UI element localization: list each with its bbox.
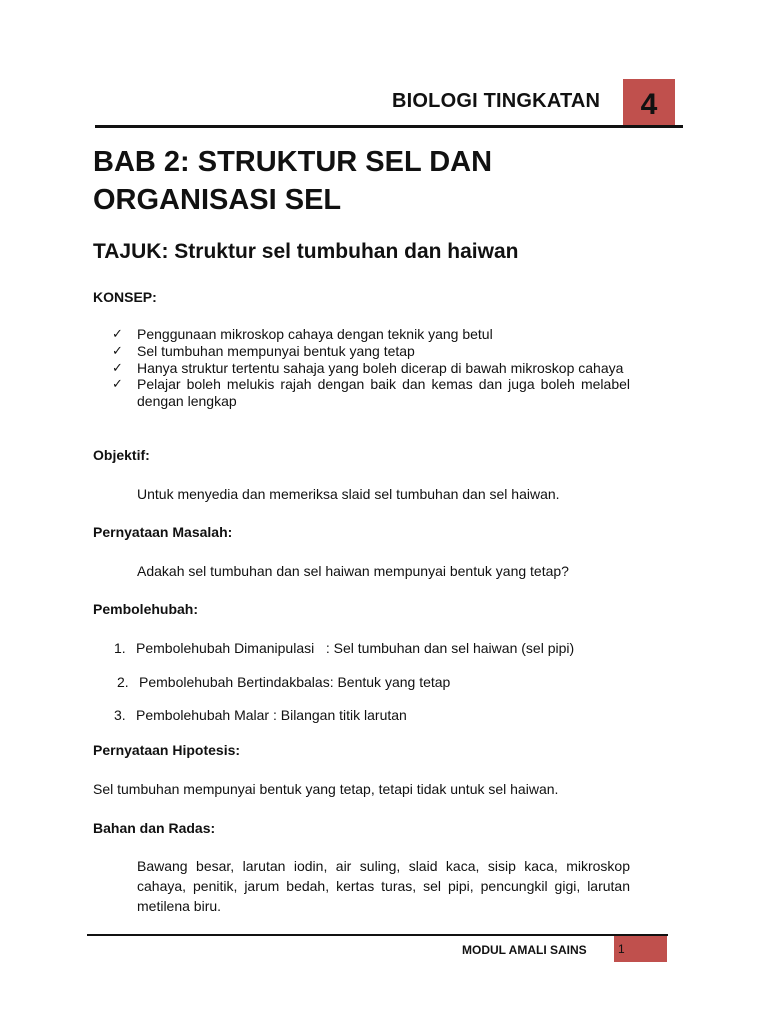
topic-heading: TAJUK: Struktur sel tumbuhan dan haiwan	[93, 240, 519, 263]
objektif-label: Objektif:	[93, 447, 150, 463]
masalah-label: Pernyataan Masalah:	[93, 524, 233, 540]
chapter-title	[93, 143, 673, 219]
checkmark-icon: ✓	[112, 376, 123, 392]
checkmark-icon: ✓	[112, 342, 123, 358]
objektif-text: Untuk menyedia dan memeriksa slaid sel tumbuhan dan sel haiwan.	[137, 486, 560, 502]
list-item: ✓ Sel tumbuhan mempunyai bentuk yang tetap	[112, 342, 415, 359]
chapter-title-line1: BAB 2: STRUKTUR SEL DAN	[93, 146, 493, 178]
chapter-title-line2: ORGANISASI SEL	[93, 184, 342, 216]
list-item: 1. Pembolehubah Dimanipulasi : Sel tumbuhan dan sel haiwan (sel pipi)	[114, 640, 575, 656]
header-form-number: 4	[640, 88, 658, 121]
header-divider	[95, 125, 683, 128]
checkmark-icon: ✓	[112, 359, 123, 375]
footer-title: MODUL AMALI SAINS	[462, 943, 587, 957]
list-item: ✓ Pelajar boleh melukis rajah dengan baik dan kemas dan juga boleh melabel dengan lengkap	[112, 376, 630, 410]
header-title: BIOLOGI TINGKATAN	[392, 90, 601, 112]
masalah-text: Adakah sel tumbuhan dan sel haiwan mempunyai bentuk yang tetap?	[137, 563, 569, 579]
list-item: 2. Pembolehubah Bertindakbalas: Bentuk yang tetap	[117, 674, 451, 690]
konsep-label: KONSEP:	[93, 289, 157, 305]
footer-divider	[87, 934, 668, 936]
list-item: ✓ Hanya struktur tertentu sahaja yang boleh dicerap di bawah mikroskop cahaya	[112, 359, 624, 376]
hipotesis-label: Pernyataan Hipotesis:	[93, 742, 241, 758]
checkmark-icon: ✓	[112, 326, 123, 341]
bahan-label: Bahan dan Radas:	[93, 820, 216, 836]
list-item: 3. Pembolehubah Malar : Bilangan titik larutan	[114, 707, 407, 723]
hipotesis-text: Sel tumbuhan mempunyai bentuk yang tetap, tetapi tidak untuk sel haiwan.	[93, 781, 559, 797]
list-item: ✓ Penggunaan mikroskop cahaya dengan teknik yang betul	[112, 326, 493, 342]
konsep-list	[112, 326, 630, 410]
page-number: 1	[618, 942, 625, 956]
bahan-text: Bawang besar, larutan iodin, air suling, slaid kaca, sisip kaca, mikroskop cahaya, penitik, jarum bedah, kertas turas, sel pipi, pencungkil gigi, larutan metilena biru.	[137, 858, 630, 914]
pembolehubah-label: Pembolehubah:	[93, 601, 199, 617]
